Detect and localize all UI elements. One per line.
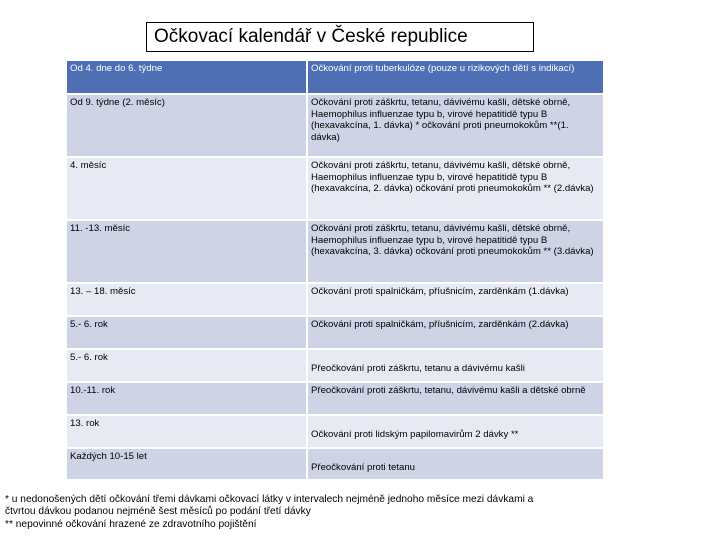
footnote: * u nedonošených dětí očkování třemi dávkami očkovací látky v intervalech nejméně jednoho měsíce mezi dávkami a	[5, 494, 534, 505]
vaccination-cell: Přeočkování proti záškrtu, tetanu, dávivému kašli a dětské obrně	[306, 383, 603, 416]
vaccination-cell: Očkování proti záškrtu, tetanu, dávivému kašli, dětské obrně, Haemophilus influenzae typu b, virové hepatitidě typu B (hexavakcína, 3. dávka) očkování proti pneumokokům ** (3.dávka)	[306, 221, 603, 284]
age-cell: Od 9. týdne (2. měsíc)	[67, 95, 306, 158]
table-row	[67, 221, 603, 284]
vaccination-cell: Očkování proti tuberkulóze (pouze u rizikových dětí s indikací)	[306, 61, 603, 95]
table-row	[67, 416, 603, 449]
footnote: čtvrtou dávkou podanou nejméně šest měsíců po podání třetí dávky	[5, 506, 311, 518]
table-row	[67, 95, 603, 158]
vaccination-cell: Přeočkování proti tetanu	[306, 449, 603, 481]
table-row	[67, 449, 603, 481]
age-cell: 5.- 6. rok	[67, 350, 306, 383]
age-cell: Každých 10-15 let	[67, 449, 306, 481]
vaccination-cell: Očkování proti záškrtu, tetanu, dávivému kašli, dětské obrně, Haemophilus influenzae typu b, virové hepatitidě typu B (hexavakcína, 1. dávka) * očkování proti pneumokokům **(1. dávka)	[306, 95, 603, 158]
age-cell: 11. -13. měsíc	[67, 221, 306, 284]
vaccination-cell: Očkování proti spalničkám, příušnicím, zarděnkám (1.dávka)	[306, 284, 603, 317]
table-row	[67, 317, 603, 350]
vaccination-cell: Očkování proti spalničkám, příušnicím, zarděnkám (2.dávka)	[306, 317, 603, 350]
age-cell: 10.-11. rok	[67, 383, 306, 416]
vaccination-cell: Přeočkování proti záškrtu, tetanu a dávivému kašli	[306, 350, 603, 383]
footnote: ** nepovinné očkování hrazené ze zdravotního pojištění	[5, 518, 257, 530]
page-title: Očkovací kalendář v České republice	[146, 22, 534, 52]
age-cell: 5.- 6. rok	[67, 317, 306, 350]
vaccination-cell: Očkování proti lidským papilomavirům 2 dávky **	[306, 416, 603, 449]
vaccination-cell: Očkování proti záškrtu, tetanu, dávivému kašli, dětské obrně, Haemophilus influenzae typu b, virové hepatitidě typu B (hexavakcína, 2. dávka) očkování proti pneumokokům ** (2.dávka)	[306, 158, 603, 221]
table-row	[67, 383, 603, 416]
vaccination-table	[67, 61, 603, 481]
age-cell: 13. – 18. měsíc	[67, 284, 306, 317]
age-cell: 13. rok	[67, 416, 306, 449]
table-row	[67, 350, 603, 383]
table-row	[67, 284, 603, 317]
table-row	[67, 61, 603, 95]
table-row	[67, 158, 603, 221]
footnotes	[5, 494, 717, 531]
age-cell: 4. měsíc	[67, 158, 306, 221]
age-cell: Od 4. dne do 6. týdne	[67, 61, 306, 95]
